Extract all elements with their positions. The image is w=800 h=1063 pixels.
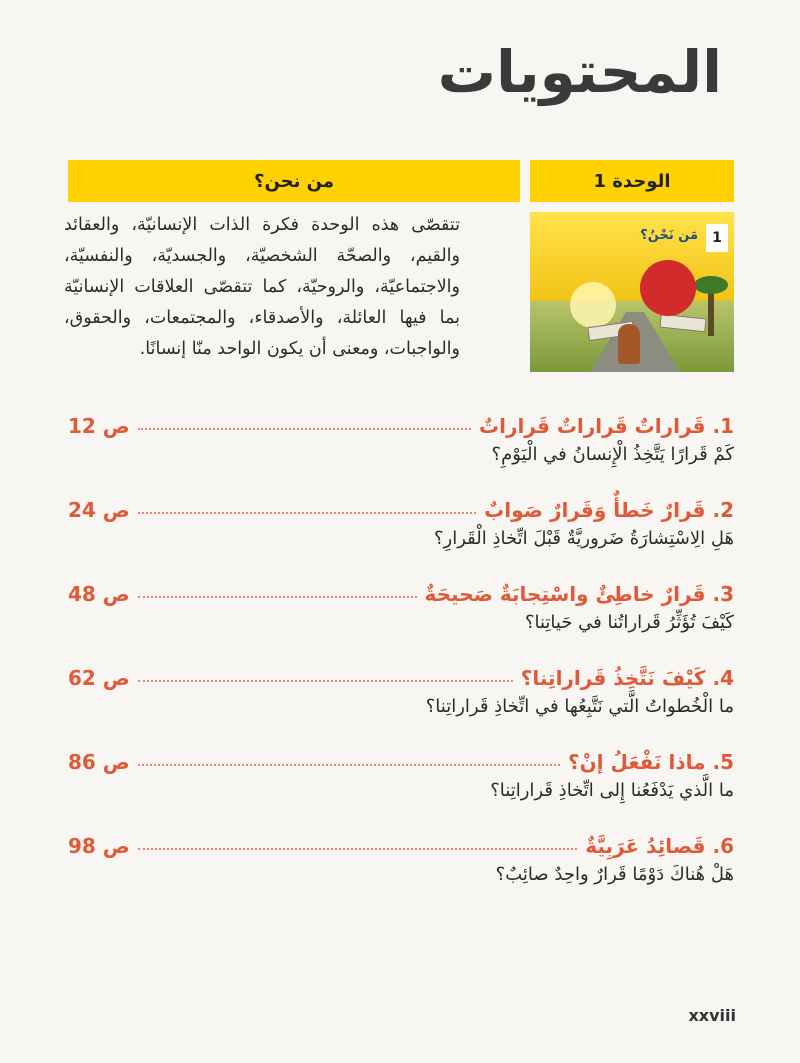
dotted-leader — [138, 427, 471, 430]
toc-entry[interactable] — [68, 652, 734, 736]
unit-intro: تتقصّى هذه الوحدة فكرة الذات الإنسانيّة، والعقائد والقيم، والصحّة الشخصيّة، والجسديّة، والنفسيّة، والاجتماعيّة، والروحيّة، كما تتقصّى العلاقات الإنسانيّة بما فيها العائلة، والأصدقاء، والمجتمعات، والحقوق، والواجبات، ومعنى أن يكون الواحد منّا إنسانًا. — [64, 215, 460, 359]
entry-page: ص 24 — [68, 498, 130, 522]
entry-title: 1. قَراراتٌ قَراراتٌ قَراراتٌ — [479, 414, 734, 438]
toc-entry[interactable] — [68, 736, 734, 820]
toc-entry[interactable] — [68, 400, 734, 484]
entry-page: ص 12 — [68, 414, 130, 438]
entry-question: ما الَّذي يَدْفَعُنا إِلى اتِّخاذِ قَراراتِنا؟ — [490, 780, 734, 801]
palm-tree — [708, 286, 714, 336]
unit-thumbnail-image — [530, 212, 734, 372]
thumbnail-unit-number: 1 — [706, 224, 728, 252]
entry-question: كَيْفَ تُؤَثِّرُ قَراراتُنا في حَياتِنا؟ — [524, 612, 734, 633]
entry-question: كَمْ قَرارًا يَتَّخِذُ الْإِنسانُ في الْيَوْمِ؟ — [491, 444, 734, 465]
entry-title: 2. قَرارٌ خَطأٌ وَقَرارٌ صَوابٌ — [484, 498, 734, 522]
thumbnail-heading: مَن نَحْنُ؟ — [640, 228, 698, 243]
entry-page: ص 48 — [68, 582, 130, 606]
entry-page: ص 62 — [68, 666, 130, 690]
entry-page: ص 86 — [68, 750, 130, 774]
unit-header — [68, 160, 734, 202]
toc-entry[interactable] — [68, 568, 734, 652]
entry-title: 3. قَرارٌ خاطِئٌ واسْتِجابَةٌ صَحيحَةٌ — [424, 582, 734, 606]
dotted-leader — [138, 763, 560, 766]
unit-label: الوحدة 1 — [530, 160, 734, 202]
dotted-leader — [138, 847, 578, 850]
toc-entry[interactable] — [68, 484, 734, 568]
signpost — [659, 314, 706, 333]
sun-shape — [570, 282, 616, 328]
entry-title: 4. كَيْفَ نَتَّخِذُ قَراراتِنا؟ — [520, 666, 734, 690]
toc-entry[interactable] — [68, 820, 734, 904]
dotted-leader — [138, 679, 513, 682]
entry-page: ص 98 — [68, 834, 130, 858]
entry-question: هَلْ هُناكَ دَوْمًا قَرارٌ واحِدٌ صائِبٌ؟ — [495, 864, 734, 885]
child-figure — [618, 324, 640, 364]
entry-question: هَلِ الِاسْتِشارَةُ ضَروريَّةٌ قَبْلَ اتِّخاذِ الْقَرارِ؟ — [433, 528, 734, 549]
toc-list — [68, 400, 734, 904]
unit-title: من نحن؟ — [68, 160, 520, 202]
dotted-leader — [138, 511, 476, 514]
entry-question: ما الْخُطواتُ الَّتي نَتَّبِعُها في اتِّخاذِ قَراراتِنا؟ — [425, 696, 734, 717]
red-bubble — [640, 260, 696, 316]
dotted-leader — [138, 595, 417, 598]
page-number: xxviii — [688, 1006, 736, 1025]
entry-title: 6. قَصائِدُ عَرَبِيَّةٌ — [585, 834, 734, 858]
page-title: المحتويات — [437, 38, 722, 106]
entry-title: 5. ماذا نَفْعَلُ إنْ؟ — [568, 750, 734, 774]
